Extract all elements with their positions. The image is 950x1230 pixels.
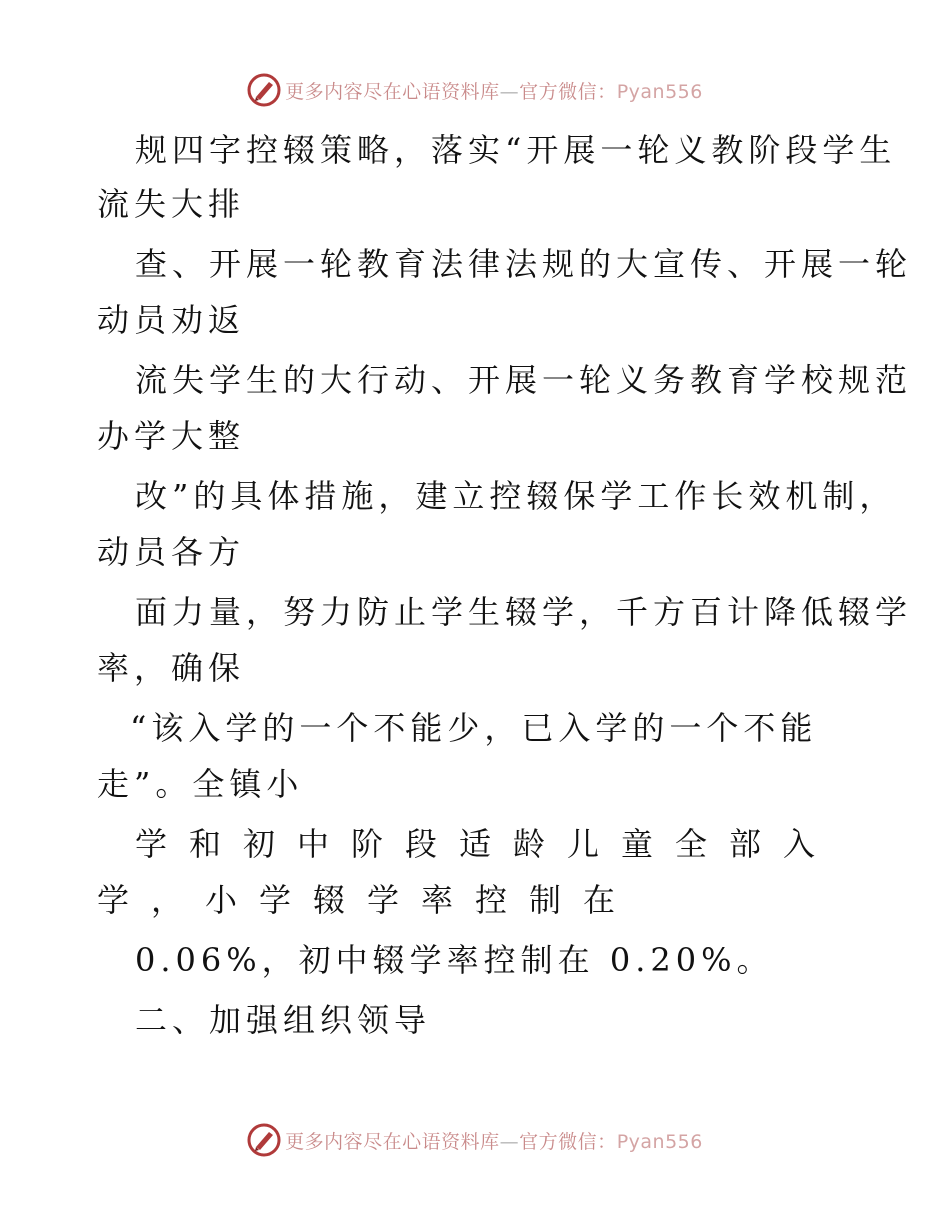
body-line: 规四字控辍策略，落实“开展一轮义教阶段学生 — [135, 131, 897, 169]
watermark-brand: 更多内容尽在心语资料库 — [285, 80, 500, 103]
body-line: 流失大排 — [97, 185, 246, 223]
body-line: 查、开展一轮教育法律法规的大宣传、开展一轮 — [135, 245, 913, 283]
watermark-account: Pyan556 — [616, 1130, 703, 1153]
watermark-text — [285, 1127, 703, 1154]
body-line: 改”的具体措施，建立控辍保学工作长效机制， — [135, 477, 897, 515]
body-line: 办学大整 — [97, 417, 246, 455]
body-line: 学和初中阶段适龄儿童全部入 — [135, 825, 838, 863]
body-line: “该入学的一个不能少，已入学的一个不能 — [130, 709, 818, 747]
body-line: 0.06%，初中辍学率控制在 0.20%。 — [135, 941, 774, 979]
section-heading: 二、加强组织领导 — [135, 1001, 432, 1039]
watermark-separator: — — [499, 1130, 520, 1153]
watermark-text — [285, 77, 703, 104]
body-line: 学，小学辍学率控制在 — [97, 881, 638, 919]
body-line: 率，确保 — [97, 649, 246, 687]
watermark-account: Pyan556 — [616, 80, 703, 103]
body-line: 面力量，努力防止学生辍学，千方百计降低辍学 — [135, 593, 913, 631]
body-line: 动员各方 — [97, 533, 246, 571]
watermark-brand: 更多内容尽在心语资料库 — [285, 1130, 500, 1153]
watermark-banner-bottom — [0, 1120, 950, 1160]
watermark-separator: — — [499, 80, 520, 103]
pen-logo-icon — [247, 1123, 281, 1157]
body-line: 走”。全镇小 — [97, 765, 304, 803]
watermark-label: 官方微信： — [519, 80, 617, 103]
body-line: 动员劝返 — [97, 301, 246, 339]
watermark-banner-top — [0, 70, 950, 110]
watermark-label: 官方微信： — [519, 1130, 617, 1153]
body-line: 流失学生的大行动、开展一轮义务教育学校规范 — [135, 361, 913, 399]
pen-logo-icon — [247, 73, 281, 107]
